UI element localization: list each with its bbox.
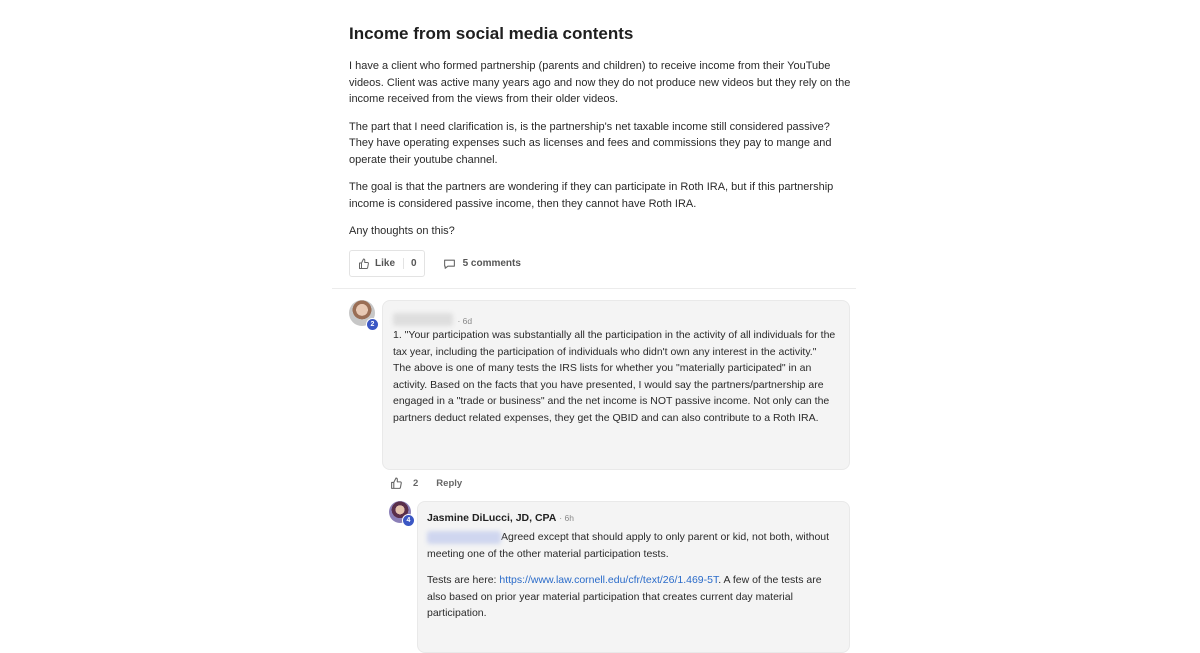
post-actions [349, 250, 521, 277]
comments-count: 5 comments [462, 258, 521, 269]
rank-badge: 4 [402, 514, 415, 527]
mention-blurred[interactable] [427, 531, 501, 544]
post [349, 22, 854, 251]
post-paragraph: I have a client who formed partnership (parents and children) to receive income from their YouTube videos. Client was active many years ago and now they do not produce new videos but they rely on the income received from the views from their older videos. [349, 60, 851, 105]
reply-body [427, 529, 839, 622]
like-count: 0 [403, 258, 424, 269]
comment-icon [443, 258, 463, 270]
rank-badge: 2 [366, 318, 379, 331]
reply-paragraph: Tests are here: https://www.law.cornell.edu/cfr/text/26/1.469-5T. A few of the tests are also based on prior year material participation that creates current day material participation. [427, 574, 822, 619]
reply-paragraph: Agreed except that should apply to only parent or kid, not both, without meeting one of the other material participation tests. [427, 531, 830, 560]
like-button[interactable] [349, 250, 425, 277]
comment-bubble [382, 300, 850, 470]
post-title: Income from social media contents [349, 24, 634, 43]
like-label: Like [375, 258, 396, 269]
comment-quote: 1. "Your participation was substantially all the participation in the activity of all individuals for the tax year, including the participation of individuals who didn't own any interest in the activity." [393, 329, 836, 358]
author-name-blurred[interactable] [393, 313, 453, 326]
comment-like-count: 2 [413, 478, 419, 489]
comment-time: · 6h [559, 513, 574, 523]
thumbs-up-icon [358, 258, 370, 270]
author-name[interactable]: Jasmine DiLucci, JD, CPA [427, 512, 557, 524]
comment-body [393, 327, 839, 426]
reply-bubble [417, 501, 850, 653]
post-paragraph: The part that I need clarification is, is the partnership's net taxable income still considered passive? They have operating expenses such as licenses and fees and commissions they pay to mange and operate their youtube channel. [349, 120, 832, 166]
reply-button[interactable]: Reply [436, 478, 463, 489]
thumbs-up-icon[interactable] [390, 477, 403, 490]
comment-actions [390, 477, 462, 490]
comment-time: · 6d [457, 316, 473, 326]
reply-header [427, 512, 574, 524]
cornell-link[interactable]: https://www.law.cornell.edu/cfr/text/26/1.469-5T [499, 574, 719, 586]
comments-button[interactable] [443, 258, 521, 270]
divider [332, 288, 856, 289]
comment-paragraph: The above is one of many tests the IRS lists for whether you "materially participated" in an activity. Based on the facts that you have presented, I would say the partners/partnership are engaged in a "trade or business" and the net income is NOT passive income. Not only can the partners deduct related expenses, they get the QBID and can also contribute to a Roth IRA. [393, 362, 830, 424]
post-paragraph: The goal is that the partners are wondering if they can participate in Roth IRA, but if this partnership income is considered passive income, then they cannot have Roth IRA. [349, 181, 834, 210]
post-paragraph: Any thoughts on this? [349, 225, 455, 237]
